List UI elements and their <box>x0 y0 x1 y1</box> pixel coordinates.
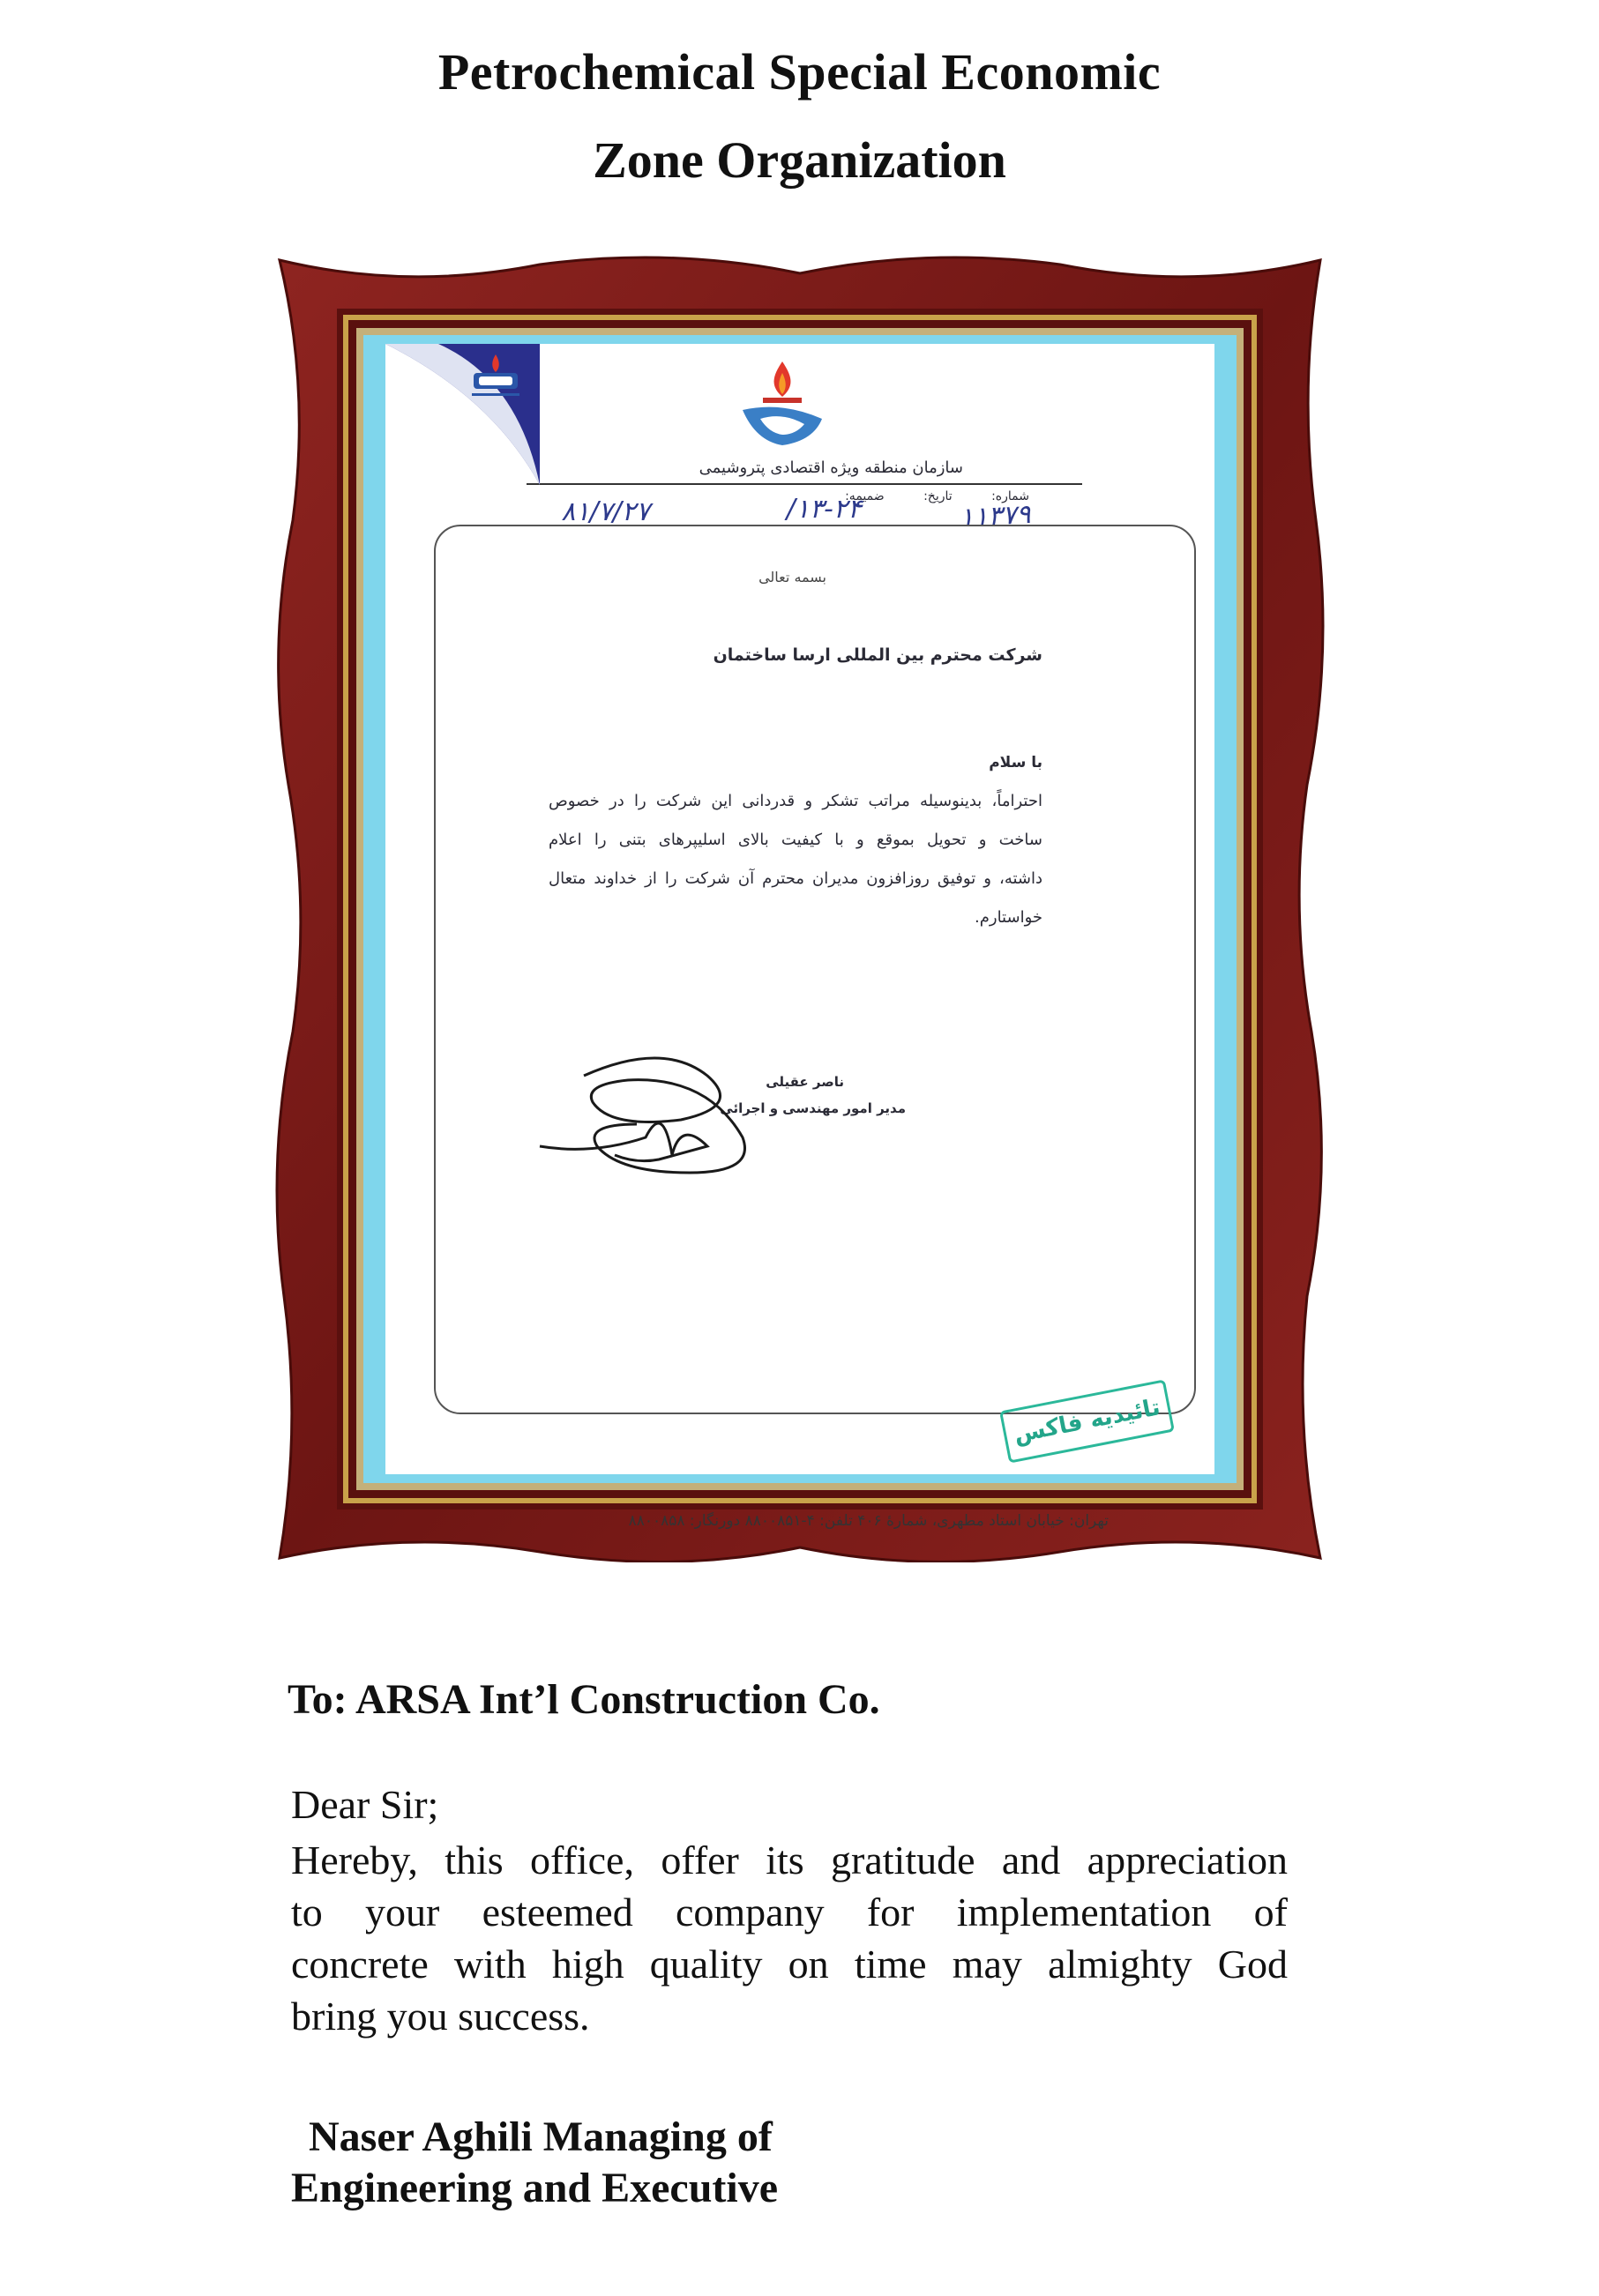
handwritten-reference-code: ۱۳-۲۴/ <box>786 494 862 525</box>
fax-confirmation-stamp: تائیدیه فاکس <box>999 1379 1175 1463</box>
addressee: شرکت محترم بین المللی ارسا ساختمان <box>713 645 1042 665</box>
invocation: بسمه تعالی <box>758 569 826 585</box>
signatory-name: ناصر عقیلی <box>766 1074 844 1090</box>
salutation: Dear Sir; <box>291 1782 439 1827</box>
letter-page <box>385 344 1214 1530</box>
letter-footer-address: تهران: خیابان استاد مطهری، شمارهٔ ۴۰۶ تلفن: ۴-۸۸۰۰۸۵۱ دورنگار: ۸۸۰۰۸۵۸ <box>628 1512 1109 1530</box>
recipient-line: To: ARSA Int’l Construction Co. <box>288 1676 880 1723</box>
heading-line-2: Zone Organization <box>593 131 1006 189</box>
framed-certificate <box>275 256 1325 1562</box>
signature-line-1: Naser Aghili Managing of <box>309 2113 773 2160</box>
heading-line-1: Petrochemical Special Economic <box>437 43 1162 101</box>
body-line: داشته، و توفیق روزافزون مدیران محترم آن شرکت را از خداوند متعال <box>549 869 1042 888</box>
translation-line: concrete with high quality on time may almighty God <box>291 1942 1288 1987</box>
reference-labels: شماره: تاریخ: ضمیمه: <box>845 489 1029 503</box>
greeting: با سلام <box>989 754 1042 772</box>
organization-logo-icon <box>729 357 835 454</box>
translation-line: bring you success. <box>291 1994 590 2039</box>
organization-name: سازمان منطقه ویژه اقتصادی پتروشیمی <box>699 458 963 477</box>
header-rule <box>527 483 1082 485</box>
body-line: ساخت و تحویل بموقع و با کیفیت بالای اسلیپرهای بتنی را اعلام <box>549 831 1042 849</box>
signature-line-2: Engineering and Executive <box>291 2165 779 2211</box>
page-curl-corner <box>385 344 540 485</box>
handwritten-date: ۸۱/۷/۲۷ <box>561 496 650 527</box>
body-line: احتراماً، بدینوسیله مراتب تشکر و قدردانی این شرکت را در خصوص <box>549 792 1042 810</box>
signatory-title: مدیر امور مهندسی و اجرائی <box>720 1100 906 1116</box>
translation-line: to your esteemed company for implementation of <box>291 1890 1288 1934</box>
body-line: خواستارم. <box>975 908 1042 927</box>
handwritten-reference-number: ۱۱۳۷۹ <box>959 498 1032 534</box>
translation-line: Hereby, this office, offer its gratitude and appreciation <box>291 1838 1288 1882</box>
handwritten-signature <box>531 1040 796 1190</box>
